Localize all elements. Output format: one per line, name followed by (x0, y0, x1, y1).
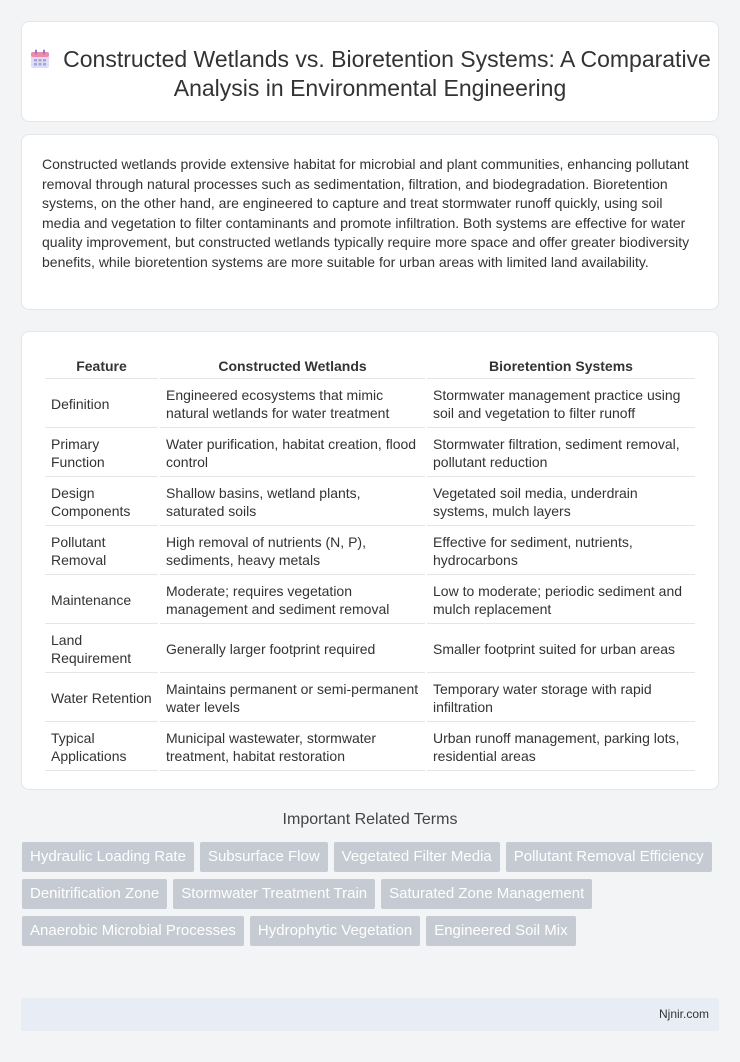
header-constructed-wetlands: Constructed Wetlands (160, 354, 425, 379)
bioretention-cell: Smaller footprint suited for urban areas (427, 626, 695, 673)
intro-paragraph: Constructed wetlands provide extensive habitat for microbial and plant communities, enhancing pollutant removal through natural processes such as sedimentation, filtration, and biodegradation. Bioretention systems, on the other hand, are engineered to capture and treat stormwater runoff quickly, using soil media and vegetation to filter contaminants and promote infiltration. Both systems are effective for water quality improvement, but constructed wetlands typically require more space and offer greater biodiversity benefits, while bioretention systems are more suitable for urban areas with limited land availability. (42, 156, 690, 270)
wetlands-cell: Moderate; requires vegetation management and sediment removal (160, 577, 425, 624)
table-row (45, 675, 695, 722)
table-row (45, 528, 695, 575)
table-row (45, 430, 695, 477)
related-term-tag[interactable]: Denitrification Zone (22, 879, 167, 909)
wetlands-cell: Generally larger footprint required (160, 626, 425, 673)
related-term-tag[interactable]: Anaerobic Microbial Processes (22, 916, 244, 946)
feature-cell: Design Components (45, 479, 158, 526)
calendar-icon (29, 48, 51, 70)
comparison-card (21, 331, 719, 790)
feature-cell: Definition (45, 381, 158, 428)
footer (21, 998, 719, 1031)
footer-site-link[interactable]: Njnir.com (658, 1007, 709, 1021)
comparison-table (43, 352, 697, 773)
table-row (45, 577, 695, 624)
header-bioretention-systems: Bioretention Systems (427, 354, 695, 379)
page-title (22, 45, 718, 103)
page-title-text: Constructed Wetlands vs. Bioretention Systems: A Comparative Analysis in Environmental Engineering (63, 46, 711, 101)
table-row (45, 381, 695, 428)
feature-cell: Land Requirement (45, 626, 158, 673)
bioretention-cell: Temporary water storage with rapid infiltration (427, 675, 695, 722)
related-term-tag[interactable]: Pollutant Removal Efficiency (506, 842, 712, 872)
intro-card (21, 134, 719, 310)
related-term-tag[interactable]: Saturated Zone Management (381, 879, 592, 909)
table-row (45, 479, 695, 526)
wetlands-cell: High removal of nutrients (N, P), sediments, heavy metals (160, 528, 425, 575)
related-term-tag[interactable]: Stormwater Treatment Train (173, 879, 375, 909)
title-card (21, 21, 719, 122)
header-feature: Feature (45, 354, 158, 379)
related-term-tag[interactable]: Hydrophytic Vegetation (250, 916, 420, 946)
table-row (45, 724, 695, 771)
bioretention-cell: Stormwater management practice using soil and vegetation to filter runoff (427, 381, 695, 428)
bioretention-cell: Effective for sediment, nutrients, hydrocarbons (427, 528, 695, 575)
bioretention-cell: Stormwater filtration, sediment removal, pollutant reduction (427, 430, 695, 477)
feature-cell: Typical Applications (45, 724, 158, 771)
related-term-tag[interactable]: Subsurface Flow (200, 842, 328, 872)
feature-cell: Maintenance (45, 577, 158, 624)
table-row (45, 626, 695, 673)
bioretention-cell: Vegetated soil media, underdrain systems, mulch layers (427, 479, 695, 526)
table-header-row (45, 354, 695, 379)
feature-cell: Primary Function (45, 430, 158, 477)
feature-cell: Pollutant Removal (45, 528, 158, 575)
wetlands-cell: Water purification, habitat creation, flood control (160, 430, 425, 477)
feature-cell: Water Retention (45, 675, 158, 722)
related-terms-title: Important Related Terms (282, 811, 458, 828)
wetlands-cell: Engineered ecosystems that mimic natural wetlands for water treatment (160, 381, 425, 428)
wetlands-cell: Maintains permanent or semi-permanent water levels (160, 675, 425, 722)
related-term-tag[interactable]: Hydraulic Loading Rate (22, 842, 194, 872)
related-term-tag[interactable]: Engineered Soil Mix (426, 916, 575, 946)
bioretention-cell: Urban runoff management, parking lots, residential areas (427, 724, 695, 771)
wetlands-cell: Shallow basins, wetland plants, saturated soils (160, 479, 425, 526)
wetlands-cell: Municipal wastewater, stormwater treatment, habitat restoration (160, 724, 425, 771)
bioretention-cell: Low to moderate; periodic sediment and mulch replacement (427, 577, 695, 624)
related-terms-list (22, 842, 722, 946)
related-term-tag[interactable]: Vegetated Filter Media (334, 842, 500, 872)
